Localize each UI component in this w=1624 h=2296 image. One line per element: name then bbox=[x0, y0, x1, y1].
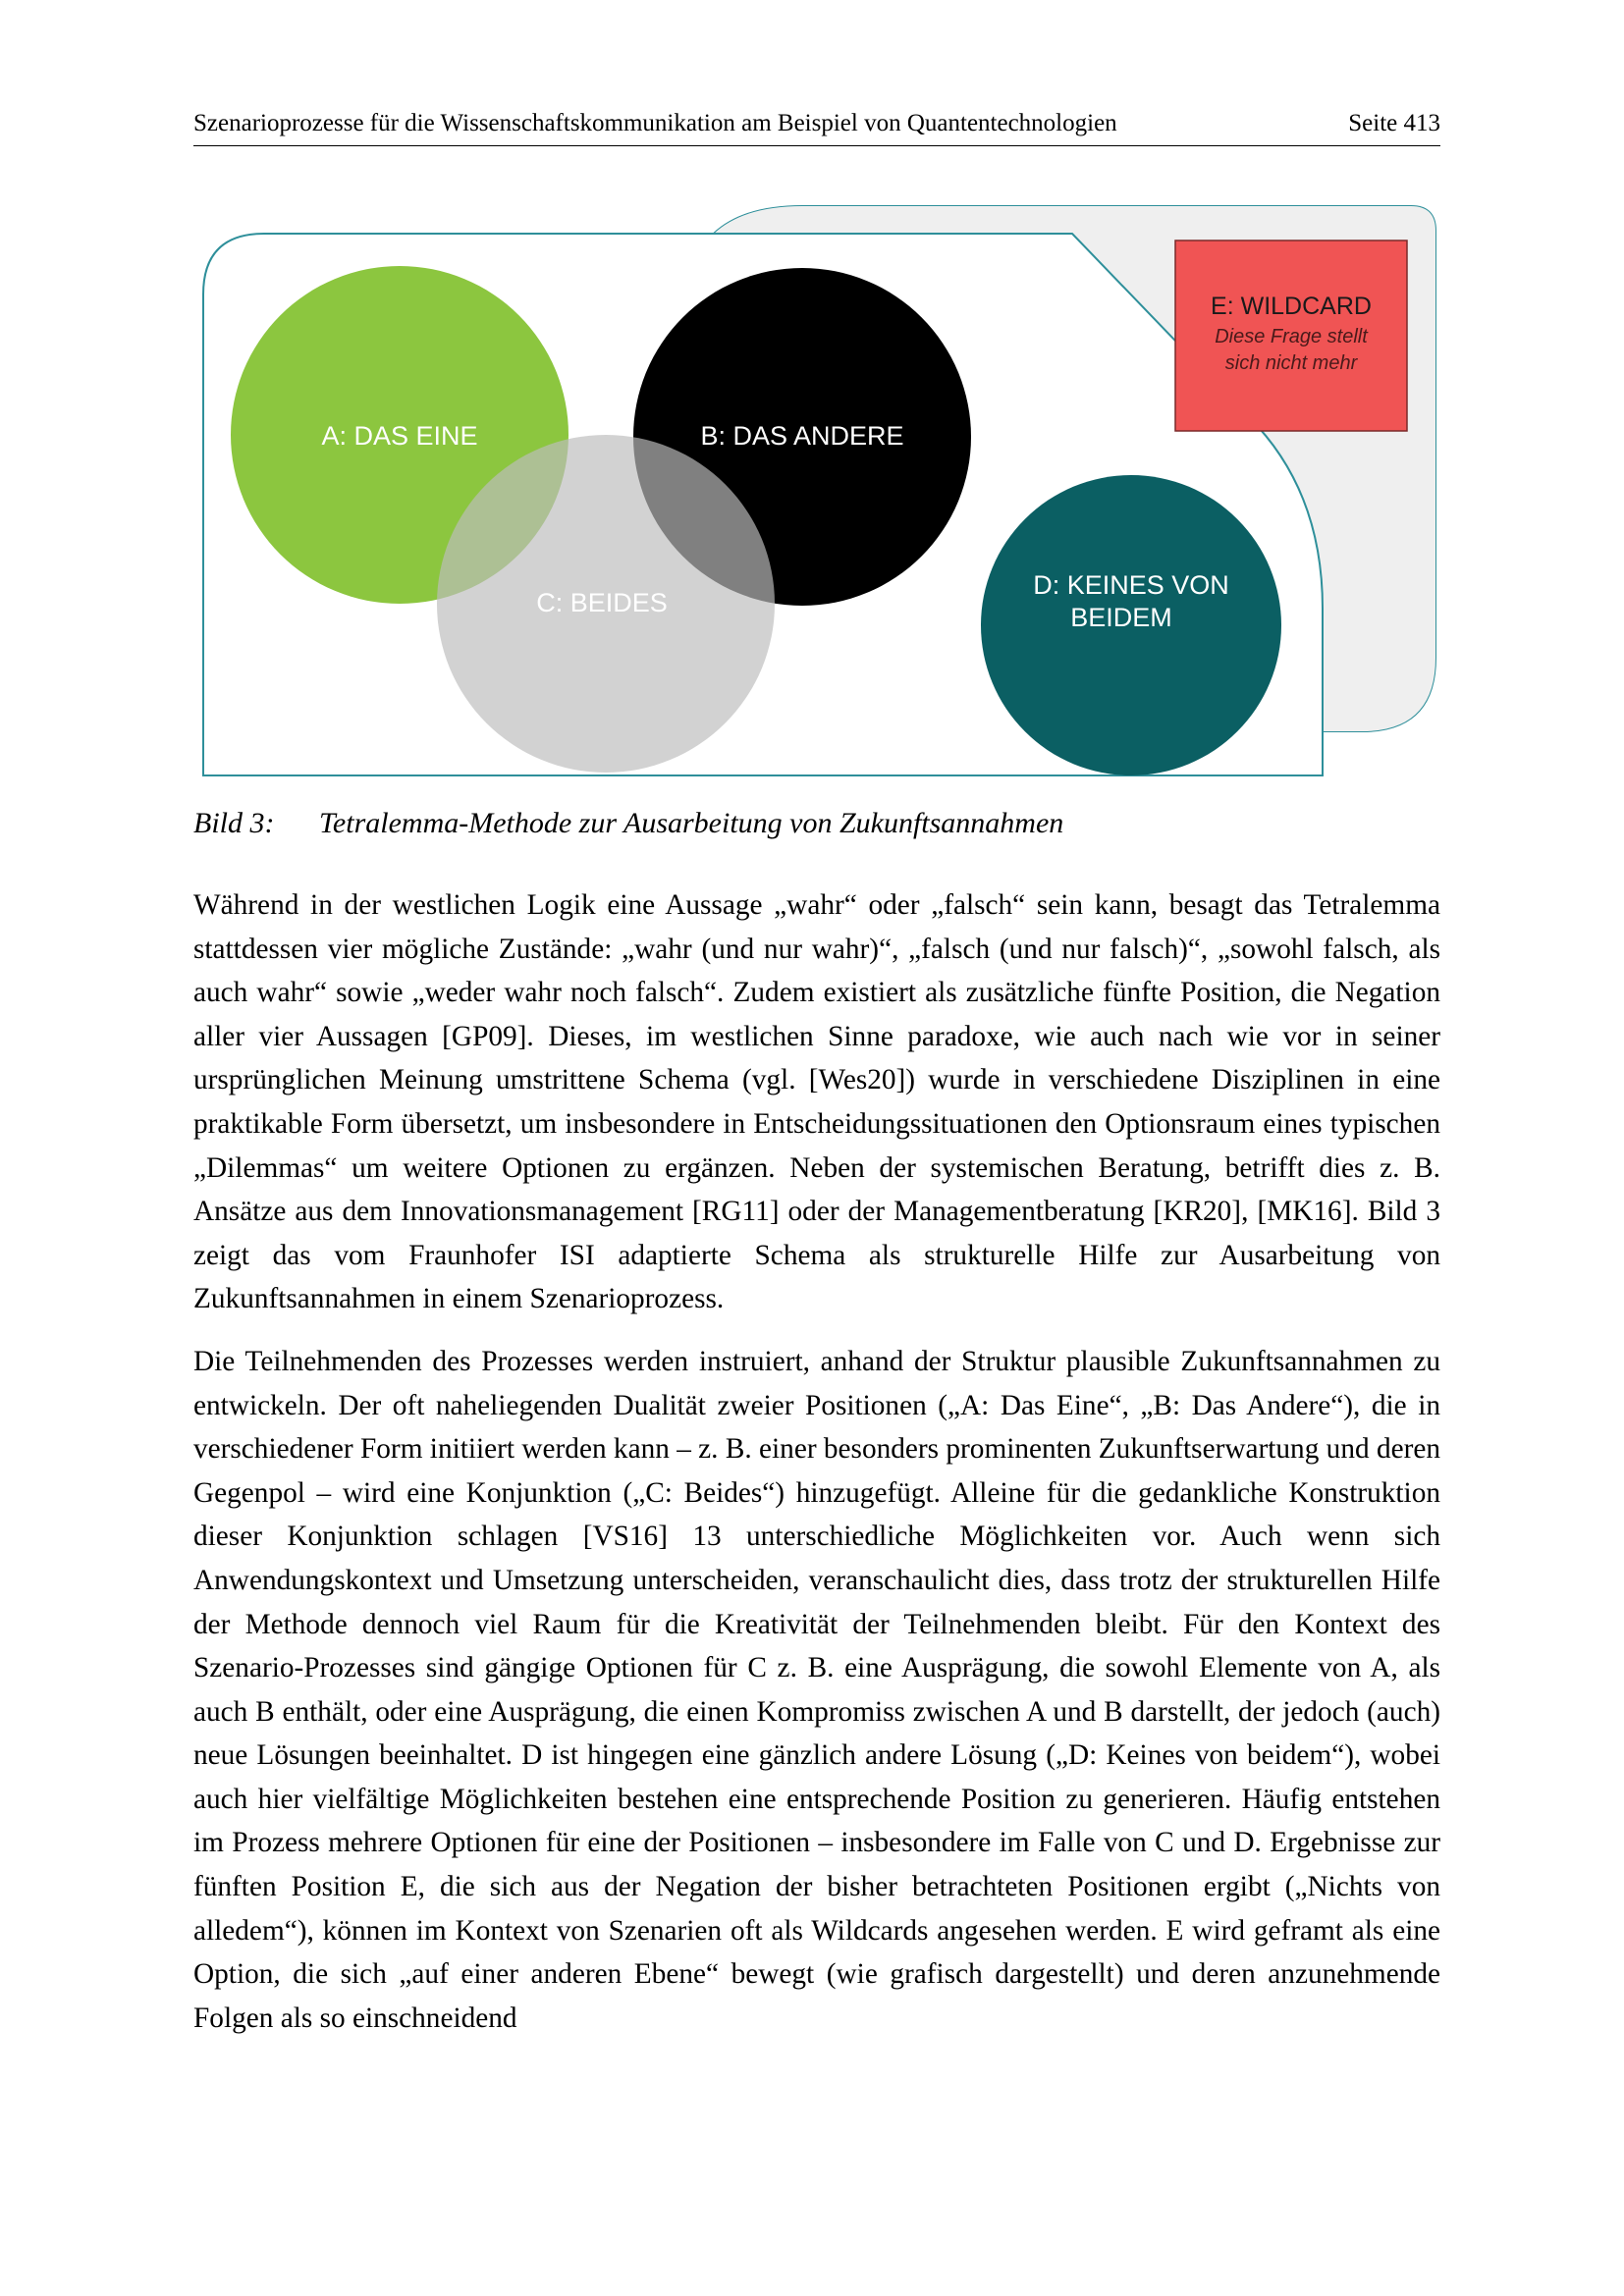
figure-caption bbox=[193, 807, 1063, 840]
tetralemma-diagram bbox=[193, 196, 1445, 785]
paragraph-1: Während in der westlichen Logik eine Aussage „wahr“ oder „falsch“ sein kann, besagt das Tetralemma stattdessen vier mögliche Zustände: „wahr (und nur wahr)“, „falsch (und nur falsch)“, „sowohl falsch, als auch wahr“ sowie „weder wahr noch falsch“. Zudem existiert als zusätzliche fünfte Position, die Negation aller vier Aussagen [GP09]. Dieses, im westlichen Sinne paradoxe, wie auch nach wie vor in seiner ursprünglichen Meinung umstrittene Schema (vgl. [Wes20]) wurde in verschiedene Disziplinen in eine praktikable Form übersetzt, um insbesondere in Entscheidungssituationen den Optionsraum eines typischen „Dilemmas“ um weitere Optionen zu ergänzen. Neben der systemischen Beratung, betrifft dies z. B. Ansätze aus dem Innovationsmanagement [RG11] oder der Managementberatung [KR20], [MK16]. Bild 3 zeigt das vom Fraunhofer ISI adaptierte Schema als strukturelle Hilfe zur Ausarbeitung von Zukunftsannahmen in einem Szenarioprozess. bbox=[193, 889, 1440, 1315]
page-number: Seite 413 bbox=[1348, 110, 1440, 136]
wildcard-text-line-1: Diese Frage stellt bbox=[1215, 326, 1368, 347]
figure-caption-text: Tetralemma-Methode zur Ausarbeitung von Zukunftsannahmen bbox=[319, 807, 1064, 839]
tetralemma-figure bbox=[193, 196, 1445, 785]
running-header bbox=[193, 106, 1440, 146]
circle-d-label-line-1: D: KEINES VON bbox=[1033, 570, 1229, 600]
circle-a-label: A: DAS EINE bbox=[321, 421, 478, 451]
paragraph-2: Die Teilnehmenden des Prozesses werden instruiert, anhand der Struktur plausible Zukunftsannahmen zu entwickeln. Der oft naheliegenden Dualität zweier Positionen („A: Das Eine“, „B: Das Andere“), die in verschiedener Form initiiert werden kann – z. B. einer besonders prominenten Zukunftserwartung und deren Gegenpol – wird eine Konjunktion („C: Beides“) hinzugefügt. Alleine für die gedankliche Konstruktion dieser Konjunktion schlagen [VS16] 13 unterschiedliche Möglichkeiten vor. Auch wenn sich Anwendungskontext und Umsetzung unterscheiden, veranschaulicht dies, dass trotz der strukturellen Hilfe der Methode dennoch viel Raum für die Kreativität der Teilnehmenden bleibt. Für den Kontext des Szenario-Prozesses sind gängige Optionen für C z. B. eine Ausprägung, die sowohl Elemente von A, als auch B enthält, oder eine Ausprägung, die einen Kompromiss zwischen A und B darstellt, der jedoch (auch) neue Lösungen beeinhaltet. D ist hingegen eine gänzlich andere Lösung („D: Keines von beidem“), wobei auch hier vielfältige Möglichkeiten bestehen eine entsprechende Position zu generieren. Häufig entstehen im Prozess mehrere Optionen für eine der Positionen – insbesondere im Falle von C und D. Ergebnisse zur fünften Position E, die sich aus der Negation der bisher betrachteten Positionen ergibt („Nichts von alledem“), können im Kontext von Szenarien oft als Wildcards angesehen werden. E wird geframt als eine Option, die sich „auf einer anderen Ebene“ bewegt (wie grafisch dargestellt) und deren anzunehmende Folgen als so einschneidend bbox=[193, 1345, 1440, 2034]
circle-d-label-line-2: BEIDEM bbox=[1070, 603, 1172, 632]
figure-caption-number: Bild 3: bbox=[193, 807, 275, 839]
wildcard-title: E: WILDCARD bbox=[1211, 293, 1372, 320]
circle-b-label: B: DAS ANDERE bbox=[700, 421, 904, 451]
running-header-title: Szenarioprozesse für die Wissenschaftskommunikation am Beispiel von Quantentechnologien bbox=[193, 110, 1117, 136]
body-text bbox=[193, 883, 1440, 2040]
circle-c-label: C: BEIDES bbox=[536, 588, 668, 617]
wildcard-text-line-2: sich nicht mehr bbox=[1224, 352, 1358, 374]
